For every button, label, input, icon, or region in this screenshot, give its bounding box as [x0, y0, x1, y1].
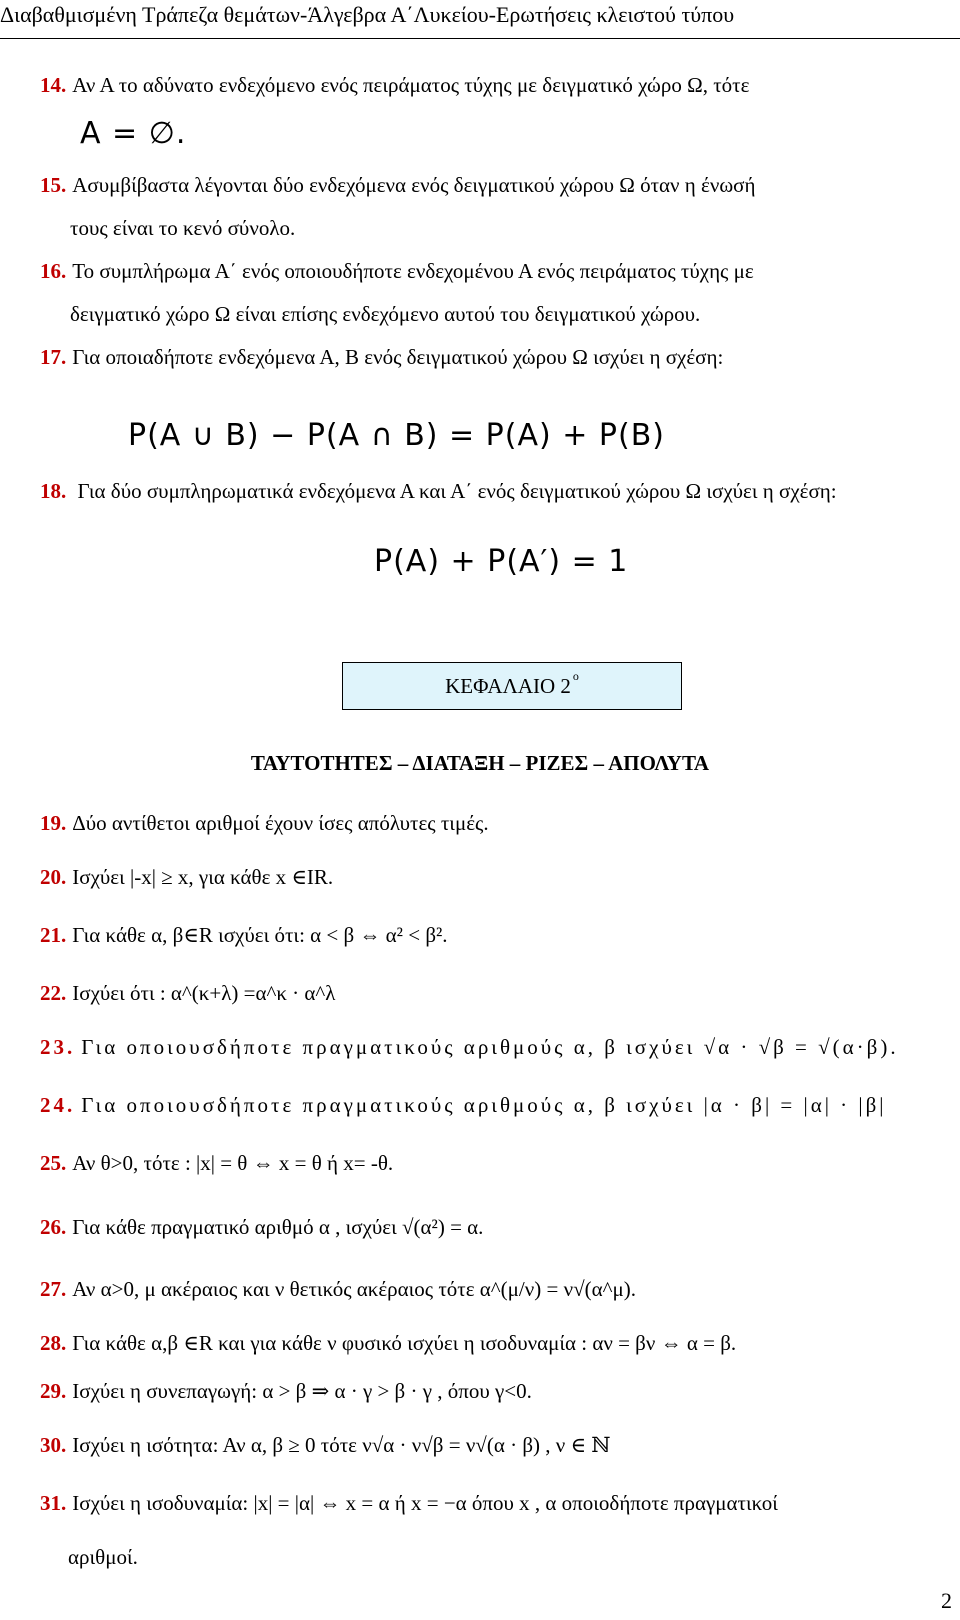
question-number: 28. — [40, 1331, 67, 1355]
question-text: Για οποιαδήποτε ενδεχόμενα Α, Β ενός δειγματικού χώρου Ω ισχύει η σχέση: — [72, 345, 724, 369]
question-number: 26. — [40, 1215, 67, 1239]
question-text: Για κάθε πραγματικό αριθμό α , ισχύει √(α²) = α. — [72, 1215, 484, 1239]
question-16-continued: δειγματικό χώρο Ω είναι επίσης ενδεχόμενο αυτού του δειγματικού χώρου. — [70, 302, 701, 326]
formula-union-intersection: P(A ∪ B) − P(A ∩ B) = P(A) + P(B) — [128, 418, 665, 453]
question-22 — [40, 980, 335, 1006]
question-16 — [40, 258, 754, 284]
question-number: 30. — [40, 1433, 67, 1457]
formula-empty-set: A = ∅. — [80, 116, 187, 151]
question-20 — [40, 864, 333, 890]
question-text: Ισχύει η ισοδυναμία: |x| = |α| ⇔ x = α ή x = −α όπου x , α οποιοδήποτε πραγματικοί — [72, 1491, 778, 1515]
question-text: Το συμπλήρωμα Α΄ ενός οποιουδήποτε ενδεχομένου Α ενός πειράματος τύχης με — [72, 259, 754, 283]
question-number: 21. — [40, 923, 67, 947]
question-text: Για οποιουσδήποτε πραγματικούς αριθμούς α, β ισχύει |α · β| = |α| · |β| — [81, 1093, 887, 1117]
question-text: Ισχύει η συνεπαγωγή: α > β ⇒ α · γ > β · γ , όπου γ<0. — [72, 1379, 532, 1403]
header-divider — [0, 38, 960, 39]
question-text: Για δύο συμπληρωματικά ενδεχόμενα Α και Α΄ ενός δειγματικού χώρου Ω ισχύει η σχέση: — [72, 479, 837, 503]
question-27 — [40, 1276, 636, 1302]
chapter-title: ΤΑΥΤΟΤΗΤΕΣ – ΔΙΑΤΑΞΗ – ΡΙΖΕΣ – ΑΠΟΛΥΤΑ — [250, 751, 710, 775]
question-23 — [40, 1034, 899, 1060]
chapter-label: ΚΕΦΑΛΑΙΟ 2 — [445, 673, 571, 698]
question-text: Δύο αντίθετοι αριθμοί έχουν ίσες απόλυτες τιμές. — [72, 811, 489, 835]
question-21 — [40, 922, 448, 948]
question-26 — [40, 1214, 483, 1240]
question-number: 15. — [40, 173, 67, 197]
question-text: Για κάθε α, β∈R ισχύει ότι: α < β ⇔ α² < β². — [72, 923, 448, 947]
question-text: Ισχύει |-x| ≥ x, για κάθε x ∈IR. — [72, 865, 334, 889]
question-text: Ισχύει η ισότητα: Αν α, β ≥ 0 τότε ν√α · ν√β = ν√(α · β) , ν ∈ ℕ — [72, 1433, 611, 1457]
question-number: 17. — [40, 345, 67, 369]
question-text: Για κάθε α,β ∈R και για κάθε ν φυσικό ισχύει η ισοδυναμία : αν = βν ⇔ α = β. — [72, 1331, 737, 1355]
question-text: Αν θ>0, τότε : |x| = θ ⇔ x = θ ή x= -θ. — [72, 1151, 394, 1175]
formula-complement: P(A) + P(A′) = 1 — [374, 544, 629, 579]
question-24 — [40, 1092, 887, 1118]
question-number: 19. — [40, 811, 67, 835]
question-number: 22. — [40, 981, 67, 1005]
question-text: Αν Α το αδύνατο ενδεχόμενο ενός πειράματος τύχης με δειγματικό χώρο Ω, τότε — [72, 73, 750, 97]
question-31 — [40, 1490, 778, 1516]
page-number: 2 — [941, 1588, 952, 1613]
question-number: 18. — [40, 479, 67, 503]
question-number: 25. — [40, 1151, 67, 1175]
question-15-continued: τους είναι το κενό σύνολο. — [70, 216, 296, 240]
question-25 — [40, 1150, 393, 1176]
question-number: 14. — [40, 73, 67, 97]
question-number: 27. — [40, 1277, 67, 1301]
question-28 — [40, 1330, 736, 1356]
question-text: Για οποιουσδήποτε πραγματικούς αριθμούς α, β ισχύει √α · √β = √(α·β). — [81, 1035, 899, 1059]
question-text: Ασυμβίβαστα λέγονται δύο ενδεχόμενα ενός δειγματικού χώρου Ω όταν η ένωσή — [72, 173, 756, 197]
question-number: 29. — [40, 1379, 67, 1403]
question-29 — [40, 1378, 532, 1404]
question-14 — [40, 72, 749, 98]
question-number: 24. — [40, 1093, 76, 1117]
question-number: 23. — [40, 1035, 76, 1059]
question-text: Αν α>0, μ ακέραιος και ν θετικός ακέραιος τότε α^(μ/ν) = ν√(α^μ). — [72, 1277, 636, 1301]
question-number: 31. — [40, 1491, 67, 1515]
question-text: Ισχύει ότι : α^(κ+λ) =α^κ · α^λ — [72, 981, 336, 1005]
question-19 — [40, 810, 489, 836]
chapter-sup: ο — [572, 668, 579, 683]
chapter-box — [342, 662, 682, 710]
question-number: 16. — [40, 259, 67, 283]
question-18 — [40, 478, 837, 504]
document-header: Διαβαθμισμένη Τράπεζα θεμάτων-Άλγεβρα Α΄Λυκείου-Ερωτήσεις κλειστού τύπου — [0, 2, 735, 27]
question-17 — [40, 344, 723, 370]
question-15 — [40, 172, 755, 198]
question-number: 20. — [40, 865, 67, 889]
question-30 — [40, 1432, 611, 1458]
question-31-continued: αριθμοί. — [68, 1545, 138, 1569]
